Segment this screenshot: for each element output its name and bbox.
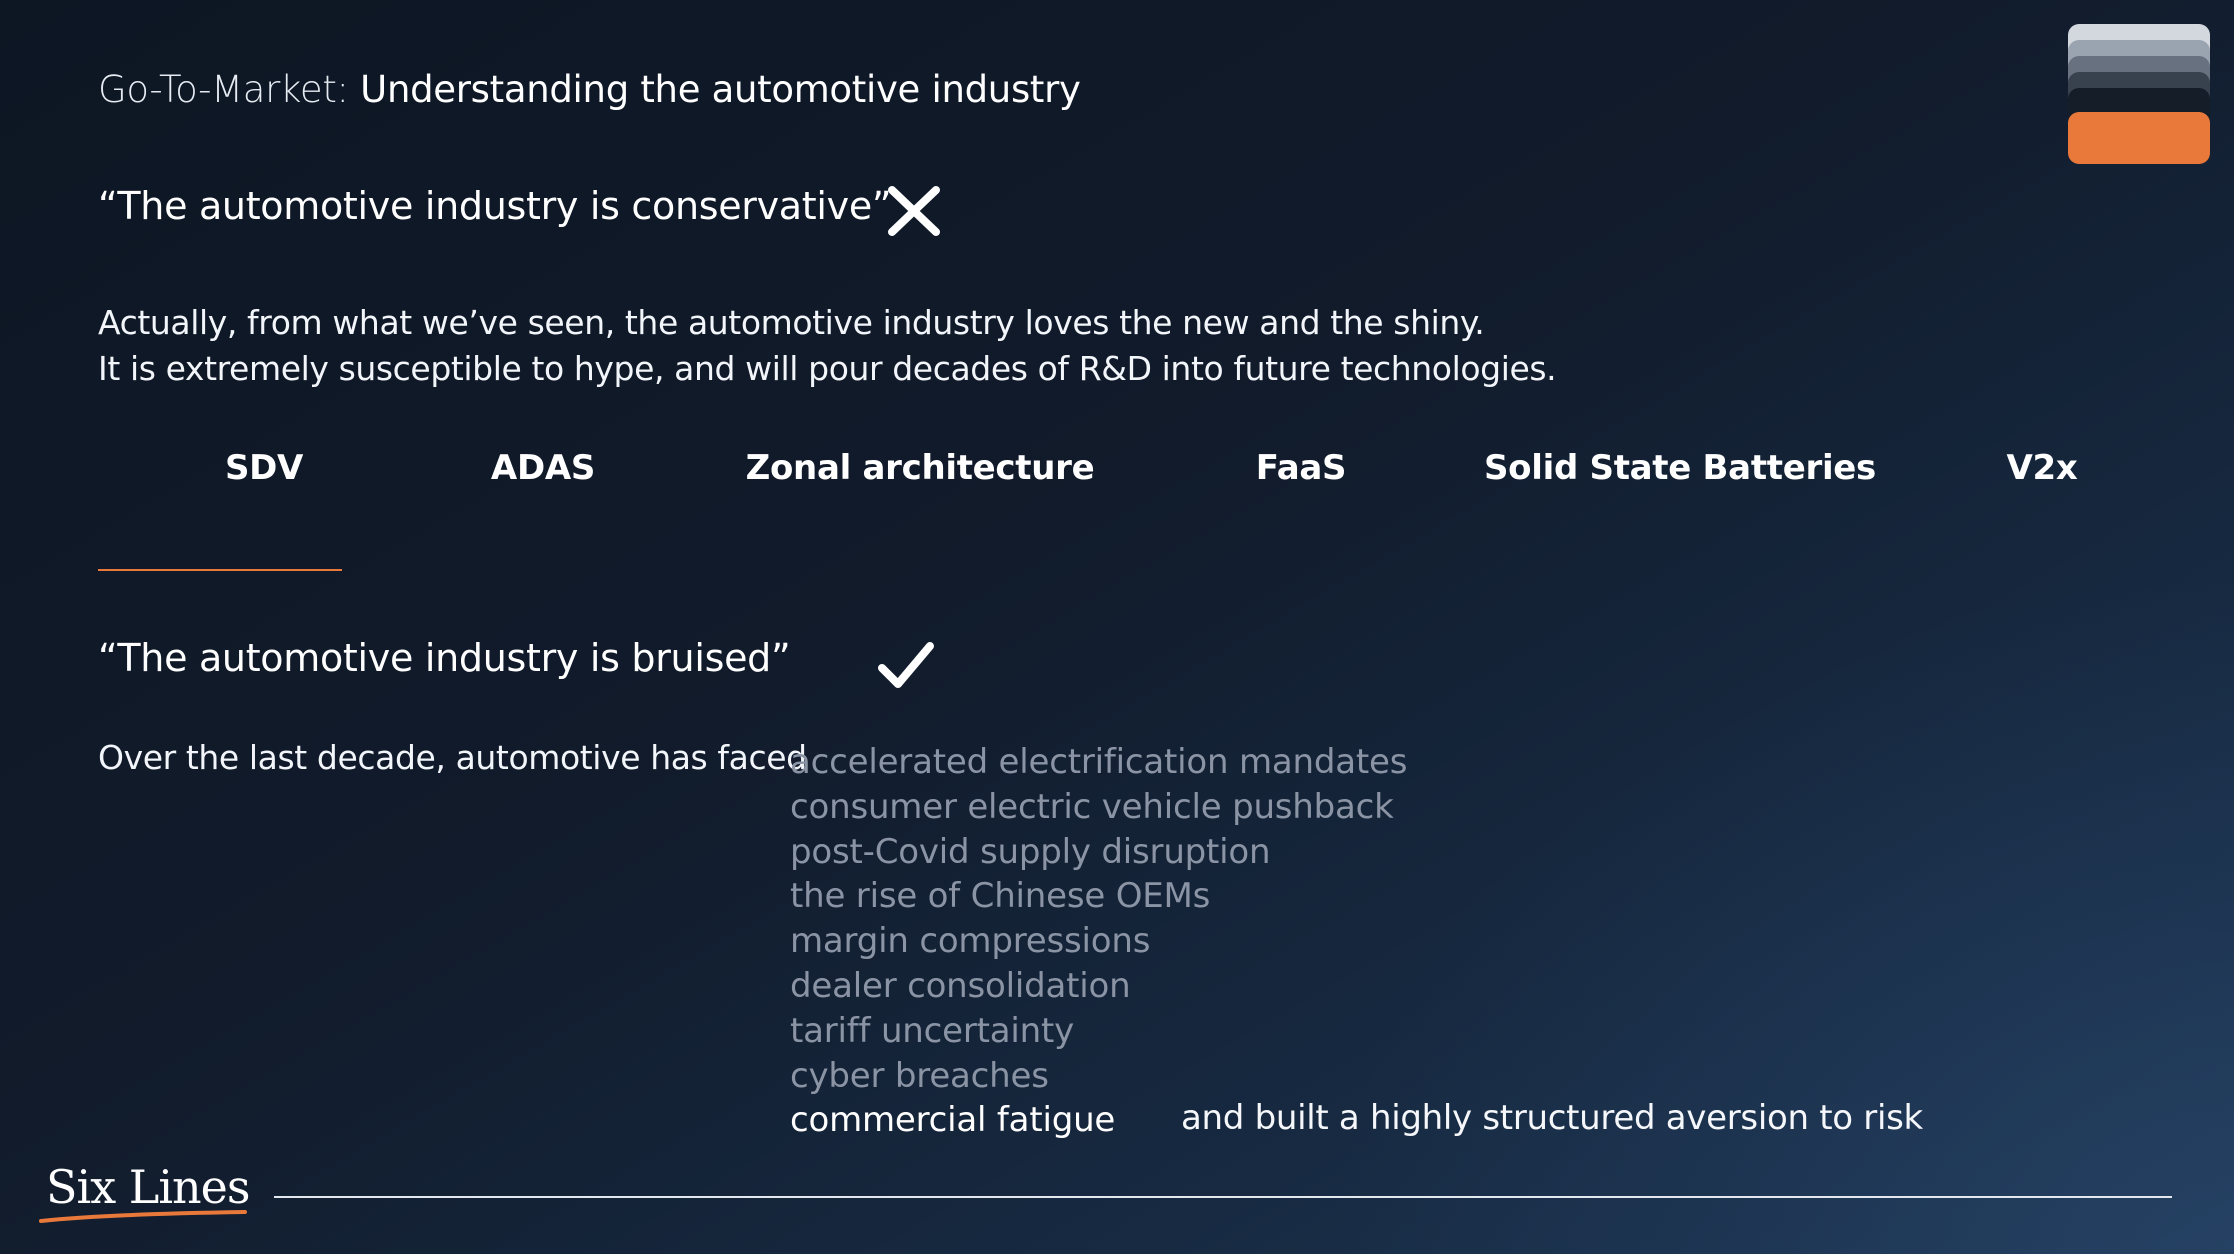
logo-underline-swoosh — [38, 1209, 248, 1225]
challenge-item: cyber breaches — [790, 1055, 1049, 1096]
challenge-item: consumer electric vehicle pushback — [790, 786, 1394, 827]
challenges-lead: Over the last decade, automotive has faced — [98, 738, 807, 777]
truth-quote: “The automotive industry is bruised” — [98, 636, 791, 680]
challenge-item: dealer consolidation — [790, 965, 1131, 1006]
x-icon — [886, 186, 942, 236]
myth-explanation-line: Actually, from what we’ve seen, the automotive industry loves the new and the shiny. — [98, 303, 1485, 342]
title-main: Understanding the automotive industry — [360, 68, 1081, 111]
title-prefix: Go-To-Market: — [98, 68, 349, 111]
slide-title — [98, 68, 1081, 111]
challenge-item: the rise of Chinese OEMs — [790, 876, 1211, 917]
challenges-list — [790, 740, 1407, 1143]
myth-quote: “The automotive industry is conservative” — [98, 184, 892, 228]
footer-rule — [274, 1196, 2172, 1198]
tech-label-adas: ADAS — [490, 448, 596, 488]
challenge-item: post-Covid supply disruption — [790, 831, 1271, 872]
checkmark-icon — [876, 640, 936, 692]
challenge-item: accelerated electrification mandates — [790, 742, 1408, 782]
truth-conclusion: and built a highly structured aversion to risk — [1181, 1098, 1923, 1138]
myth-explanation — [98, 300, 1556, 392]
brand-logo: Six Lines — [46, 1160, 250, 1214]
challenge-item-highlighted: commercial fatigue — [790, 1100, 1116, 1141]
challenge-item: margin compressions — [790, 921, 1151, 962]
tech-label-zonal-architecture: Zonal architecture — [745, 448, 1095, 488]
tech-label-sdv: SDV — [224, 448, 304, 488]
tech-label-v2x: V2x — [2006, 448, 2078, 488]
myth-explanation-line: It is extremely susceptible to hype, and will pour decades of R&D into future technologies. — [98, 349, 1557, 388]
section-divider — [98, 569, 342, 571]
challenge-item: tariff uncertainty — [790, 1010, 1075, 1051]
tech-label-faas: FaaS — [1255, 448, 1347, 488]
layered-stack-icon — [2066, 22, 2212, 168]
tech-label-solid-state-batteries: Solid State Batteries — [1483, 448, 1877, 488]
